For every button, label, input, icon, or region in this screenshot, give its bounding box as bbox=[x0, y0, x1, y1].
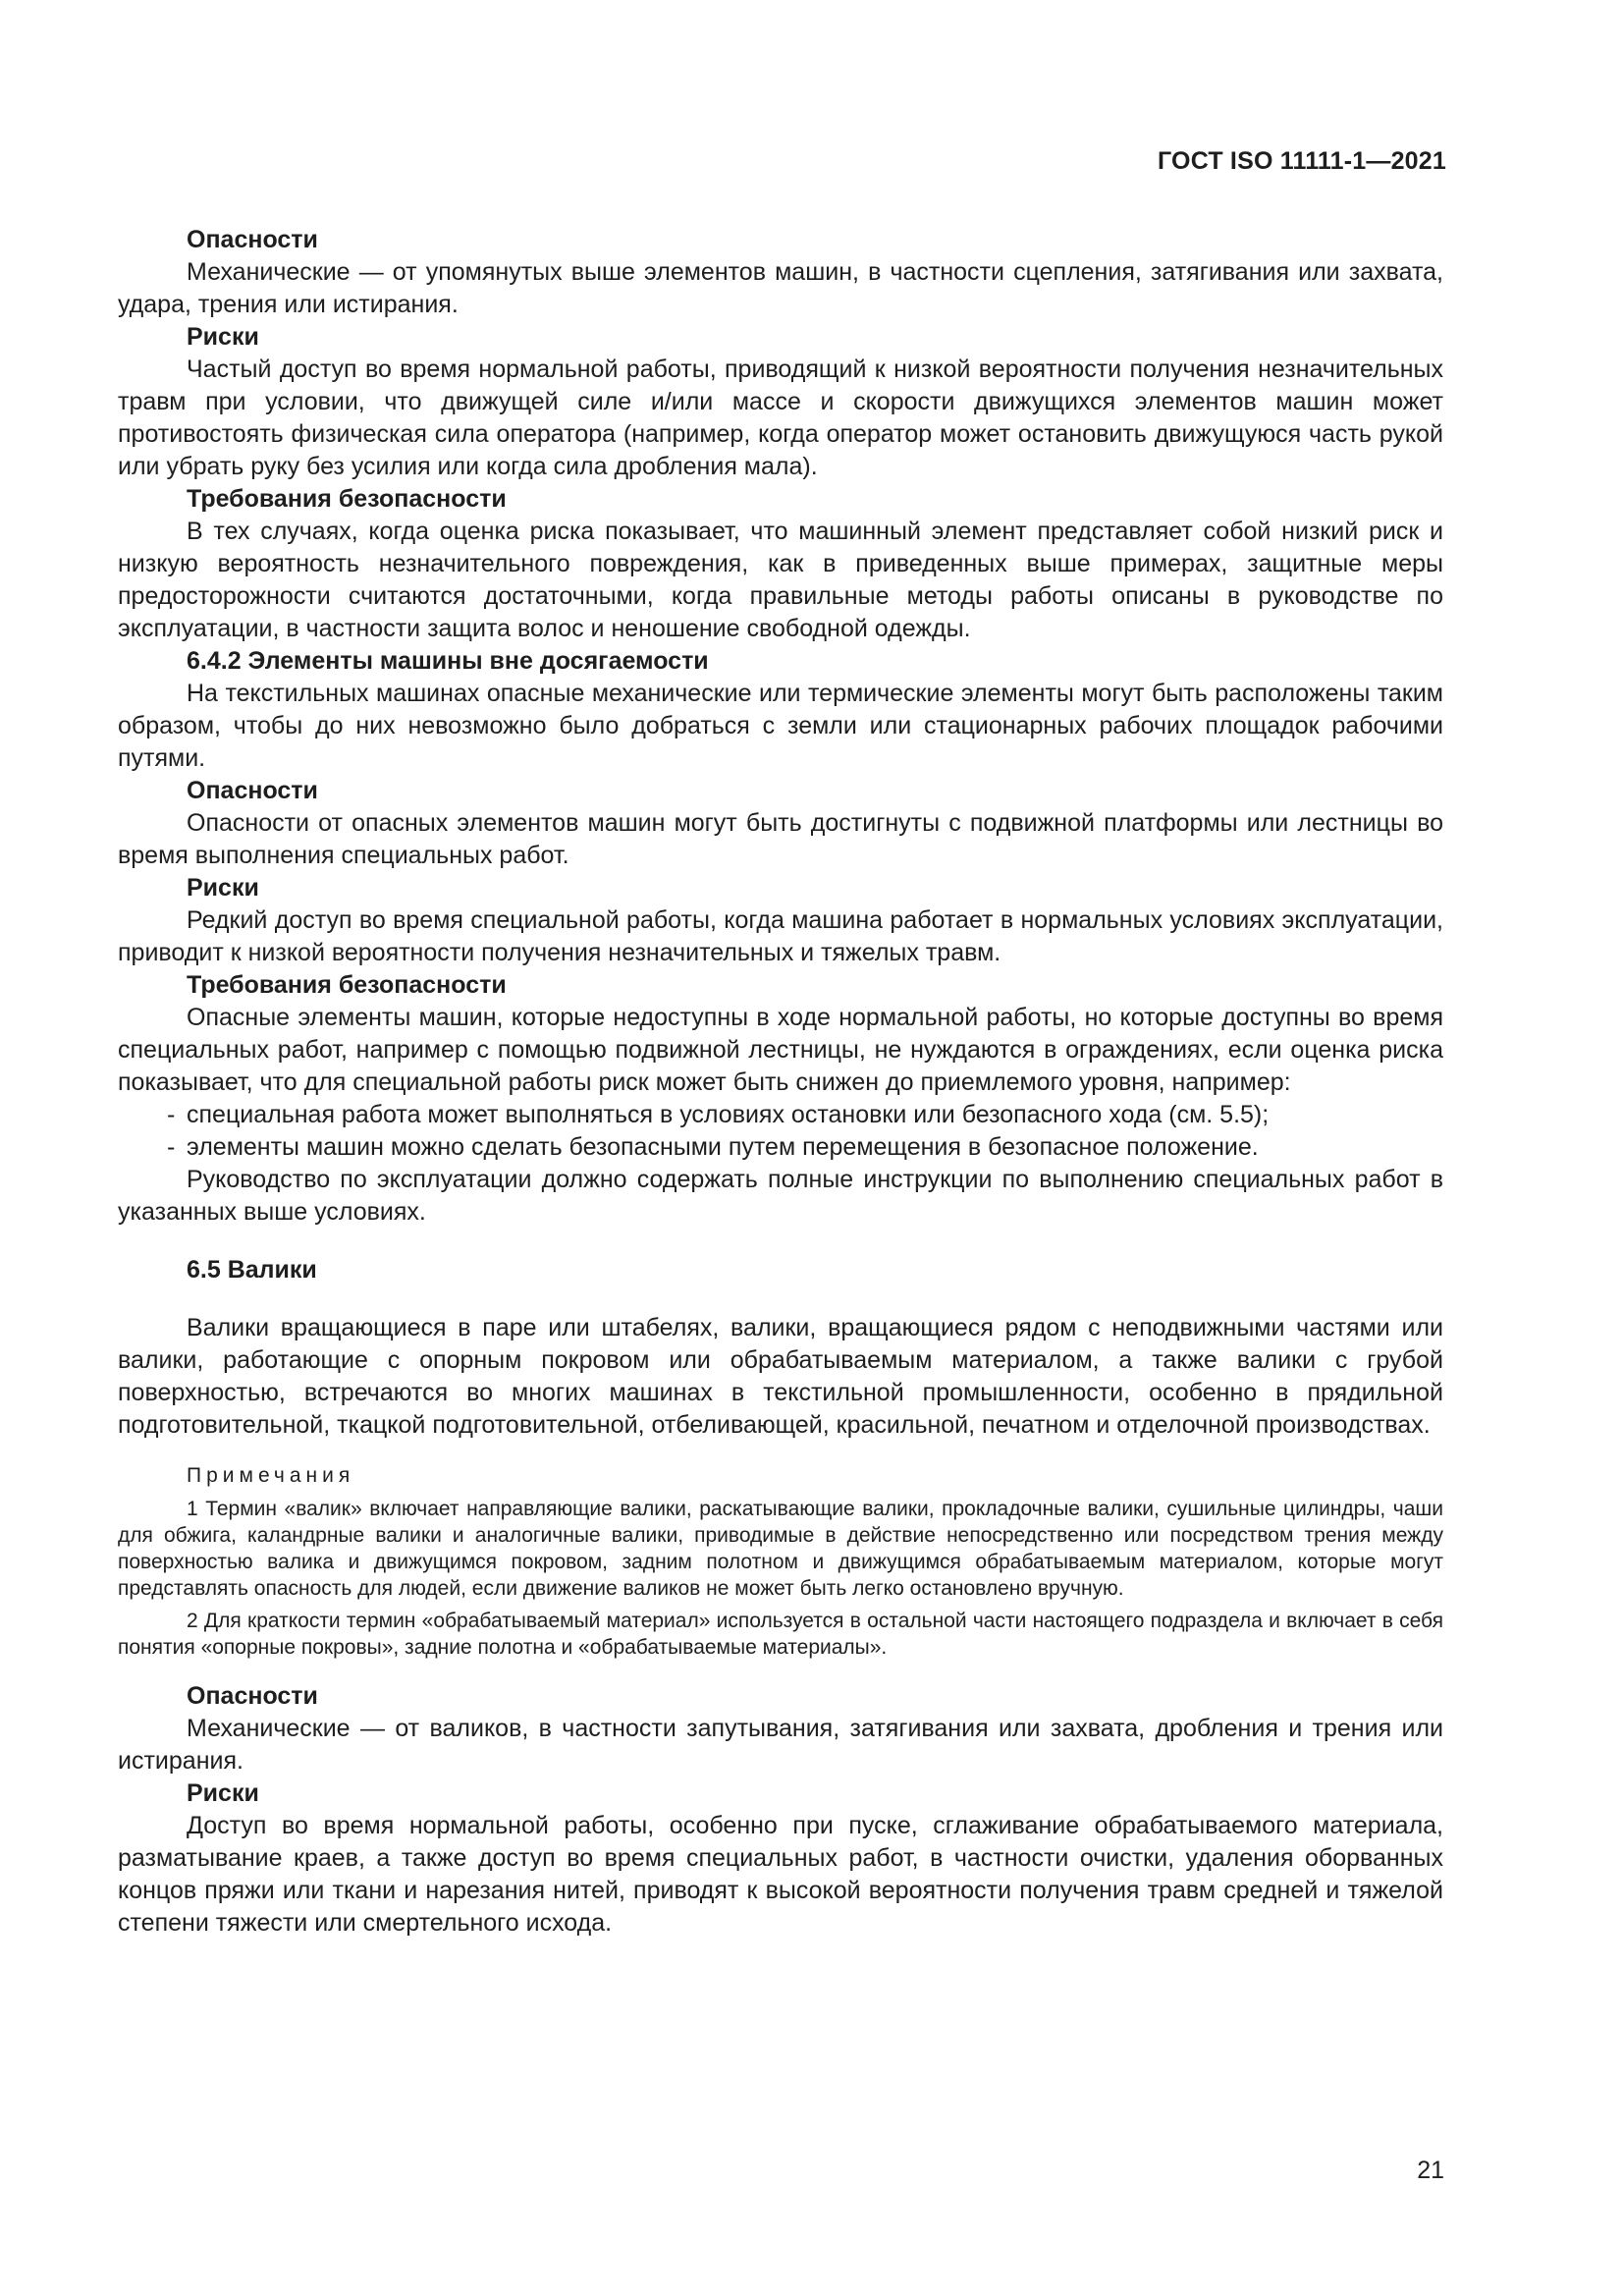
subheading: Риски bbox=[187, 323, 259, 351]
body-paragraph: Валики вращающиеся в паре или штабелях, валики, вращающиеся рядом с неподвижными частями или валики, работающие с опорным покровом или обрабатываемым материалом, а также валики с грубой поверхностью, встречаются во многих машинах в текстильной промышленности, особенно в прядильной подготовительной, ткацкой подготовительной, отбеливающей, красильной, печатном и отделочной производствах. bbox=[118, 1314, 1443, 1439]
page-number: 21 bbox=[1417, 2157, 1444, 2184]
body-paragraph: Механические — от упомянутых выше элементов машин, в частности сцепления, затягивания или захвата, удара, трения или истирания. bbox=[118, 258, 1443, 318]
standard-code-header: ГОСТ ISO 11111-1—2021 bbox=[1158, 147, 1446, 175]
notes-title: Примечания bbox=[187, 1464, 355, 1487]
list-item-text: специальная работа может выполняться в условиях остановки или безопасного хода (см. 5.5); bbox=[187, 1101, 1270, 1128]
body-paragraph: Доступ во время нормальной работы, особенно при пуске, сглаживание обрабатываемого материала, разматывание краев, а также доступ во время специальных работ, в частности очистки, удаления оборванных концов пряжи или ткани и нарезания нитей, приводят к высокой вероятности получения травм средней и тяжелой степени тяжести или смертельного исхода. bbox=[118, 1812, 1443, 1937]
body-paragraph: Опасности от опасных элементов машин могут быть достигнуты с подвижной платформы или лестницы во время выполнения специальных работ. bbox=[118, 809, 1443, 869]
document-body bbox=[118, 224, 1443, 1940]
list-item bbox=[118, 1099, 1443, 1131]
subheading: Опасности bbox=[187, 777, 318, 804]
body-paragraph: Частый доступ во время нормальной работы, приводящий к низкой вероятности получения незначительных травм при условии, что движущей силе и/или массе и скорости движущихся элементов машин может противостоять физическая сила оператора (например, когда оператор может остановить движущуюся часть рукой или убрать руку без усилия или когда сила дробления мала). bbox=[118, 355, 1443, 480]
list-item-text: элементы машин можно сделать безопасными путем перемещения в безопасное положение. bbox=[187, 1133, 1259, 1161]
subheading: Требования безопасности bbox=[187, 971, 507, 999]
subheading: Опасности bbox=[187, 1682, 318, 1710]
list-marker: - bbox=[167, 1101, 176, 1128]
body-paragraph: Руководство по эксплуатации должно содержать полные инструкции по выполнению специальных работ в указанных выше условиях. bbox=[118, 1166, 1443, 1226]
section-heading: 6.5 Валики bbox=[187, 1256, 317, 1284]
body-paragraph: На текстильных машинах опасные механические или термические элементы могут быть расположены таким образом, чтобы до них невозможно было добраться с земли или стационарных рабочих площадок рабочими путями. bbox=[118, 680, 1443, 772]
body-paragraph: В тех случаях, когда оценка риска показывает, что машинный элемент представляет собой низкий риск и низкую вероятность незначительного повреждения, как в приведенных выше примерах, защитные меры предосторожности считаются достаточными, когда правильные методы работы описаны в руководстве по эксплуатации, в частности защита волос и неношение свободной одежды. bbox=[118, 518, 1443, 642]
list-item bbox=[118, 1131, 1443, 1164]
subheading: Опасности bbox=[187, 226, 318, 253]
note-paragraph: 1 Термин «валик» включает направляющие валики, раскатывающие валики, прокладочные валики, сушильные цилиндры, чаши для обжига, каландрные валики и аналогичные валики, приводимые в действие непосредственно или посредством трения между поверхностью валика и движущимся покровом, задним полотном и движущимся обрабатываемым материалом, которые могут представлять опасность для людей, если движение валиков не может быть легко остановлено вручную. bbox=[118, 1498, 1443, 1600]
subheading: Требования безопасности bbox=[187, 485, 507, 513]
note-paragraph: 2 Для краткости термин «обрабатываемый материал» используется в остальной части настоящего подраздела и включает в себя понятия «опорные покровы», задние полотна и «обрабатываемые материалы». bbox=[118, 1610, 1443, 1659]
subheading: 6.4.2 Элементы машины вне досягаемости bbox=[187, 647, 709, 675]
body-paragraph: Редкий доступ во время специальной работы, когда машина работает в нормальных условиях эксплуатации, приводит к низкой вероятности получения незначительных и тяжелых травм. bbox=[118, 906, 1443, 966]
body-paragraph: Механические — от валиков, в частности запутывания, затягивания или захвата, дробления и трения или истирания. bbox=[118, 1715, 1443, 1775]
subheading: Риски bbox=[187, 874, 259, 902]
list-marker: - bbox=[167, 1133, 176, 1161]
subheading: Риски bbox=[187, 1779, 259, 1807]
body-paragraph: Опасные элементы машин, которые недоступны в ходе нормальной работы, но которые доступны во время специальных работ, например с помощью подвижной лестницы, не нуждаются в ограждениях, если оценка риска показывает, что для специальной работы риск может быть снижен до приемлемого уровня, например: bbox=[118, 1004, 1443, 1096]
